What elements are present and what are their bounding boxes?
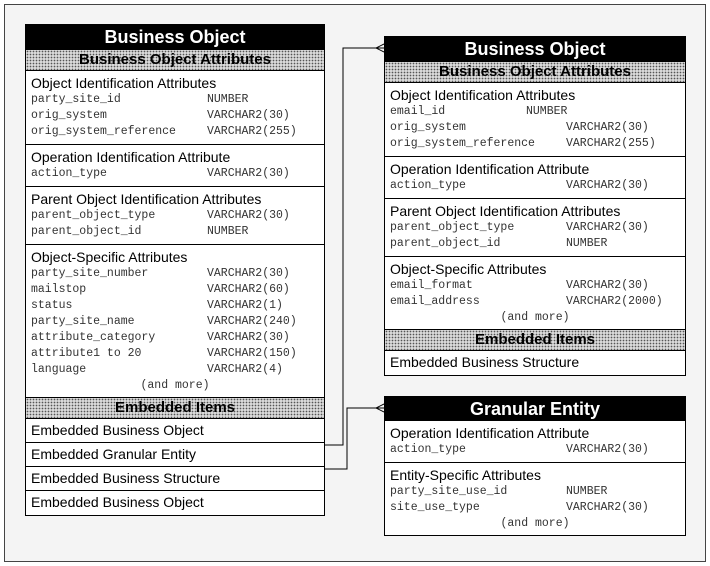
attributes-band: Business Object Attributes	[385, 61, 685, 83]
attribute-row	[31, 224, 319, 240]
attributes-band: Business Object Attributes	[26, 49, 324, 71]
attribute-type: VARCHAR2(30)	[207, 209, 290, 222]
embedded-item: Embedded Business Object	[31, 494, 204, 510]
attribute-row	[31, 166, 319, 182]
attribute-type: VARCHAR2(255)	[207, 125, 297, 138]
section-title: Object-Specific Attributes	[390, 261, 547, 277]
attribute-row	[31, 208, 319, 224]
attribute-row	[31, 346, 319, 362]
attribute-row	[390, 500, 680, 516]
attribute-name: orig_system	[390, 121, 466, 134]
attribute-row	[390, 484, 680, 500]
attribute-row	[31, 124, 319, 140]
attribute-section	[385, 463, 685, 535]
attribute-row	[31, 298, 319, 314]
embedded-item: Embedded Business Structure	[390, 354, 580, 370]
granular-entity-box	[384, 396, 686, 536]
attribute-type: VARCHAR2(150)	[207, 347, 297, 360]
section-title: Parent Object Identification Attributes	[390, 203, 621, 219]
attribute-type: VARCHAR2(4)	[207, 363, 283, 376]
box-title: Business Object	[385, 37, 685, 61]
attribute-name: action_type	[390, 443, 466, 456]
attribute-row	[31, 282, 319, 298]
attribute-name: action_type	[31, 167, 107, 180]
attribute-row	[390, 136, 680, 152]
attribute-row	[31, 330, 319, 346]
attribute-name: orig_system_reference	[31, 125, 176, 138]
attribute-row	[31, 266, 319, 282]
section-title: Entity-Specific Attributes	[390, 467, 541, 483]
attribute-type: VARCHAR2(30)	[566, 443, 649, 456]
attribute-type: VARCHAR2(30)	[207, 267, 290, 280]
attribute-type: VARCHAR2(30)	[207, 167, 290, 180]
attribute-name: email_address	[390, 295, 480, 308]
attribute-sections	[385, 421, 685, 535]
embedded-list	[385, 351, 685, 375]
attribute-type: VARCHAR2(60)	[207, 283, 290, 296]
attribute-name: party_site_number	[31, 267, 149, 280]
attribute-name: parent_object_type	[390, 221, 515, 234]
attribute-name: orig_system_reference	[390, 137, 535, 150]
attribute-row	[390, 236, 680, 252]
attribute-type: VARCHAR2(30)	[207, 109, 290, 122]
attribute-row	[31, 314, 319, 330]
attribute-name: party_site_name	[31, 315, 135, 328]
attribute-row	[390, 120, 680, 136]
section-title: Operation Identification Attribute	[31, 149, 231, 165]
attribute-section	[385, 421, 685, 463]
section-title: Object Identification Attributes	[390, 87, 576, 103]
section-title: Operation Identification Attribute	[390, 161, 590, 177]
attribute-name: parent_object_type	[31, 209, 156, 222]
attribute-type: NUMBER	[207, 93, 249, 106]
attribute-type: VARCHAR2(30)	[566, 501, 649, 514]
attribute-name: parent_object_id	[31, 225, 142, 238]
embedded-items-band: Embedded Items	[26, 397, 324, 419]
attribute-type: VARCHAR2(30)	[566, 121, 649, 134]
attribute-row	[390, 294, 680, 310]
attribute-row	[31, 108, 319, 124]
attribute-type: VARCHAR2(1)	[207, 299, 283, 312]
attribute-section	[385, 157, 685, 199]
attribute-sections	[26, 71, 324, 397]
attribute-section	[26, 187, 324, 245]
attribute-section	[385, 257, 685, 329]
section-title: Object-Specific Attributes	[31, 249, 188, 265]
and-more-note: (and more)	[140, 379, 210, 392]
attribute-type: VARCHAR2(30)	[566, 221, 649, 234]
attribute-type: NUMBER	[566, 485, 608, 498]
attribute-row	[31, 362, 319, 378]
attribute-section	[385, 199, 685, 257]
embedded-item: Embedded Business Object	[26, 419, 324, 443]
attribute-row	[390, 442, 680, 458]
attribute-name: status	[31, 299, 73, 312]
attribute-name: action_type	[390, 179, 466, 192]
attribute-name: orig_system	[31, 109, 107, 122]
box-title: Business Object	[26, 25, 324, 49]
connector-granular-entity	[325, 408, 384, 469]
attribute-name: attribute1 to 20	[31, 347, 142, 360]
attribute-section	[26, 145, 324, 187]
attribute-row	[390, 104, 680, 120]
embedded-item: Embedded Granular Entity	[26, 443, 324, 467]
attribute-name: parent_object_id	[390, 237, 501, 250]
attribute-row	[390, 178, 680, 194]
and-more-note: (and more)	[500, 311, 570, 324]
attribute-type: VARCHAR2(240)	[207, 315, 297, 328]
attribute-name: email_id	[390, 105, 446, 118]
attribute-section	[26, 71, 324, 145]
section-title: Parent Object Identification Attributes	[31, 191, 262, 207]
business-object-box-left	[25, 24, 325, 516]
attribute-type: VARCHAR2(2000)	[566, 295, 663, 308]
attribute-name: site_use_type	[390, 501, 480, 514]
business-object-box-right	[384, 36, 686, 376]
attribute-row	[31, 92, 319, 108]
attribute-type: VARCHAR2(30)	[566, 179, 649, 192]
attribute-name: email_format	[390, 279, 473, 292]
box-title: Granular Entity	[385, 397, 685, 421]
embedded-list	[26, 419, 324, 515]
attribute-sections	[385, 83, 685, 329]
section-title: Object Identification Attributes	[31, 75, 217, 91]
attribute-name: party_site_use_id	[390, 485, 508, 498]
attribute-row	[390, 278, 680, 294]
attribute-type: VARCHAR2(30)	[566, 279, 649, 292]
attribute-type: NUMBER	[207, 225, 249, 238]
attribute-type: NUMBER	[566, 237, 608, 250]
attribute-name: party_site_id	[31, 93, 121, 106]
embedded-items-band: Embedded Items	[385, 329, 685, 351]
attribute-section	[385, 83, 685, 157]
attribute-type: NUMBER	[526, 105, 568, 118]
attribute-name: attribute_category	[31, 331, 156, 344]
attribute-type: VARCHAR2(255)	[566, 137, 656, 150]
embedded-item: Embedded Business Structure	[26, 467, 324, 491]
and-more-note: (and more)	[500, 517, 570, 530]
connector-business-object	[325, 48, 384, 445]
attribute-type: VARCHAR2(30)	[207, 331, 290, 344]
attribute-name: mailstop	[31, 283, 87, 296]
attribute-name: language	[31, 363, 87, 376]
attribute-section	[26, 245, 324, 397]
section-title: Operation Identification Attribute	[390, 425, 590, 441]
attribute-row	[390, 220, 680, 236]
